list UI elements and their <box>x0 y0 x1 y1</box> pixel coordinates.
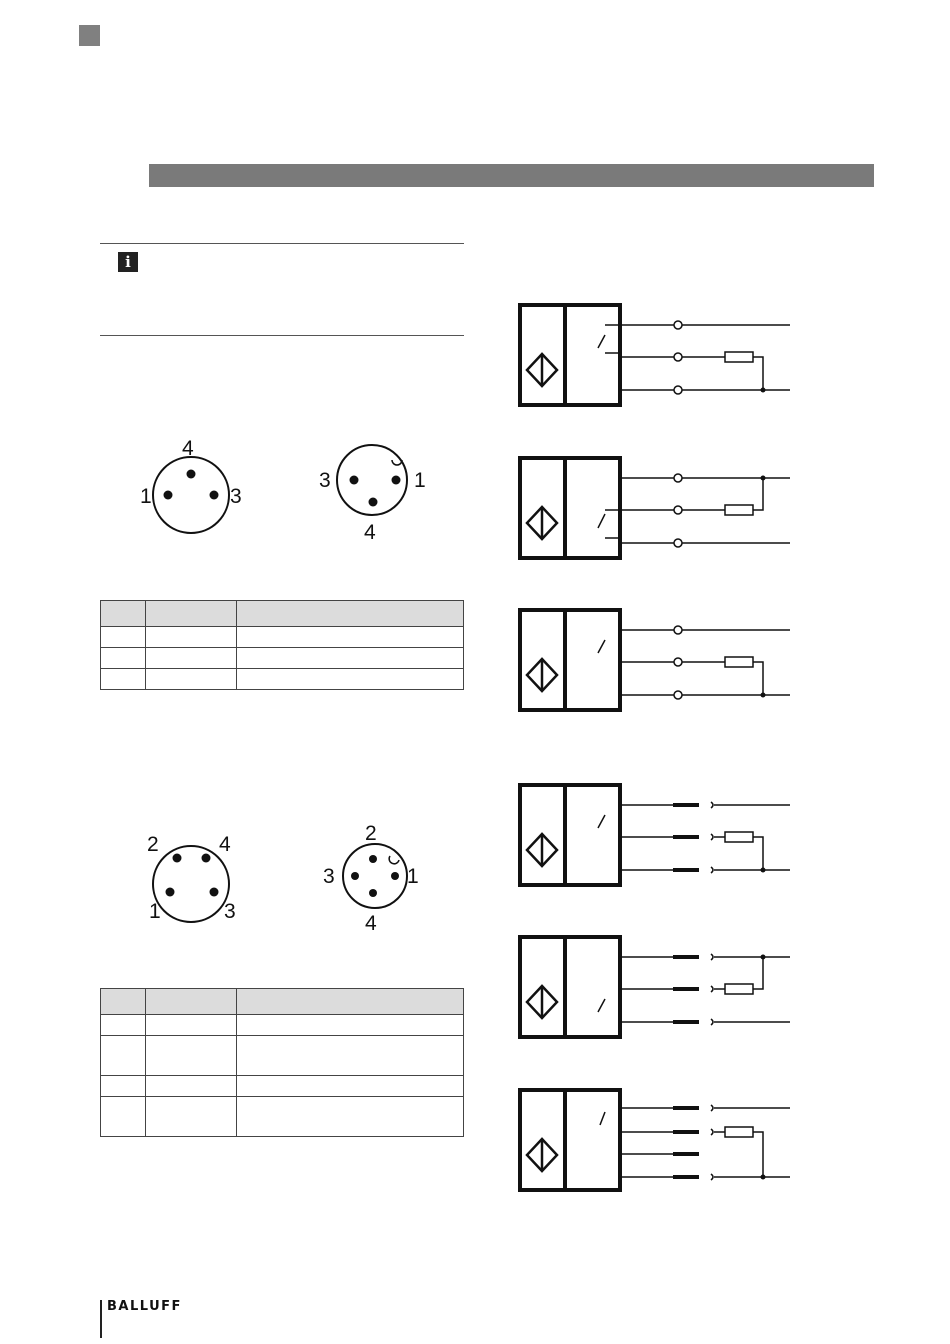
table-row <box>101 1036 464 1076</box>
pin-label: 1 <box>414 469 426 492</box>
wiring-diagram-2 <box>520 458 790 558</box>
table-row <box>101 1097 464 1137</box>
table-row <box>101 1076 464 1097</box>
table-row <box>101 669 464 690</box>
pin-label: 3 <box>319 469 331 492</box>
wiring-diagram-4 <box>520 785 790 885</box>
wiring-diagram-1 <box>520 305 790 405</box>
pin-dot <box>202 854 211 863</box>
switch-contact-symbol <box>598 510 620 538</box>
switch-contact-symbol <box>598 325 620 353</box>
table-header-row <box>101 601 464 627</box>
load-resistor-symbol <box>725 352 753 362</box>
pin-label: 1 <box>140 485 152 508</box>
note-bottom-rule <box>100 335 464 336</box>
pin-dot <box>369 855 377 863</box>
pin-dot <box>210 491 219 500</box>
pin-dot <box>350 476 359 485</box>
connector-a-plug-diagram <box>120 430 270 550</box>
pin-label: 4 <box>182 437 194 460</box>
pin-table-b <box>100 988 464 1137</box>
load-resistor-symbol <box>725 505 753 515</box>
connector-b-socket-diagram <box>320 820 450 935</box>
section-heading-bar <box>149 164 874 187</box>
coding-notch <box>389 856 399 864</box>
wiring-diagram-6 <box>520 1090 790 1190</box>
pin-label: 4 <box>365 912 377 935</box>
pin-dot <box>391 872 399 880</box>
pin-label: 3 <box>323 865 335 888</box>
pin-dot <box>164 491 173 500</box>
pin-dot <box>392 476 401 485</box>
pin-label: 3 <box>230 485 242 508</box>
connector-a-socket-diagram <box>310 430 460 550</box>
pin-label: 2 <box>365 822 377 845</box>
table-row <box>101 648 464 669</box>
pin-dot <box>166 888 175 897</box>
connector-b-plug-diagram <box>130 820 260 930</box>
pin-label: 4 <box>364 521 376 544</box>
pin-label: 1 <box>407 865 419 888</box>
table-row <box>101 627 464 648</box>
pin-dot <box>369 889 377 897</box>
footer-rule <box>100 1300 102 1338</box>
wiring-diagrams <box>515 295 805 1205</box>
brand-logo: BALLUFF <box>107 1299 182 1314</box>
note-top-rule <box>100 243 464 244</box>
load-resistor-symbol <box>725 832 753 842</box>
wiring-diagram-5 <box>520 937 790 1037</box>
pin-table-a <box>100 600 464 690</box>
pin-label: 2 <box>147 833 159 856</box>
table-header-row <box>101 989 464 1015</box>
corner-mark <box>79 25 100 46</box>
wiring-diagram-3 <box>520 610 790 710</box>
pin-dot <box>351 872 359 880</box>
load-resistor-symbol <box>725 984 753 994</box>
pin-label: 4 <box>219 833 231 856</box>
pin-dot <box>369 498 378 507</box>
load-resistor-symbol <box>725 657 753 667</box>
pin-dot <box>187 470 196 479</box>
info-icon: i <box>118 252 138 272</box>
pin-dot <box>210 888 219 897</box>
pin-label: 1 <box>149 900 161 923</box>
pin-dot <box>173 854 182 863</box>
pin-label: 3 <box>224 900 236 923</box>
table-row <box>101 1015 464 1036</box>
connector-outline <box>153 846 229 922</box>
load-resistor-symbol <box>725 1127 753 1137</box>
